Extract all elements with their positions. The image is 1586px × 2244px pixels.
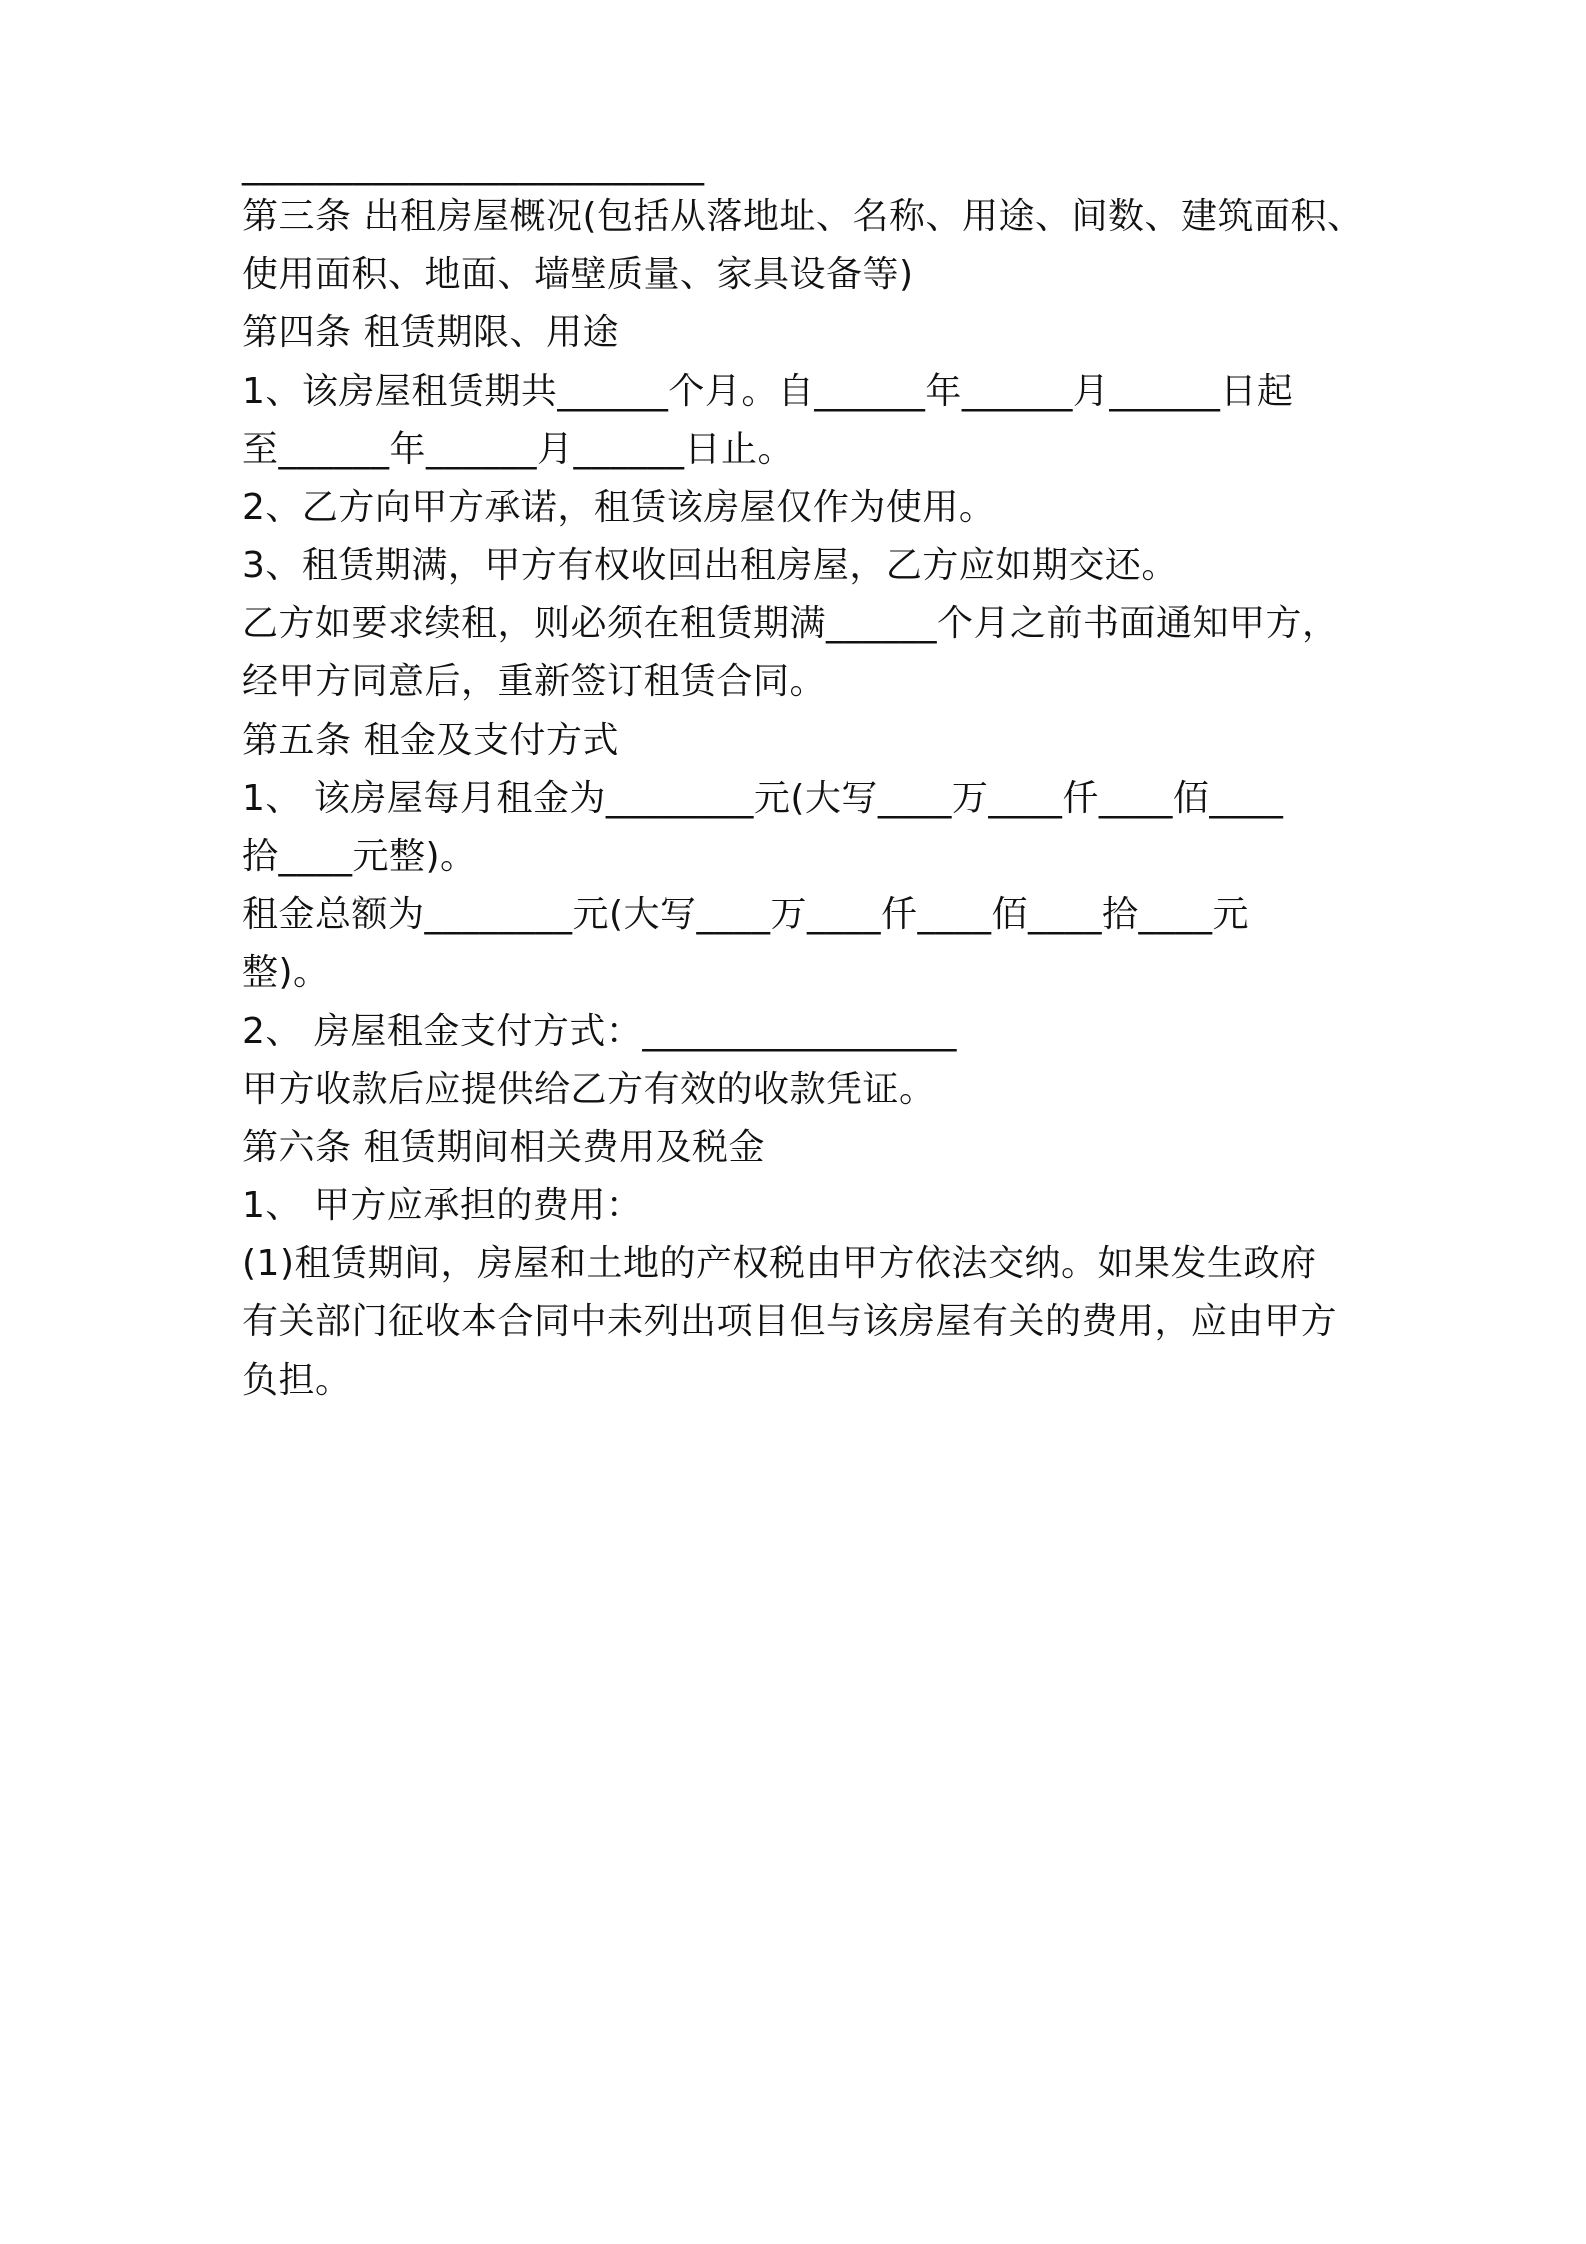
article-6-item-1-end: 负担。 [242,1360,352,1401]
article-4-clause-1: 1、该房屋租赁期共______个月。自______年______月______日起 [242,371,1294,412]
renewal-notice-line: 乙方如要求续租，则必须在租赁期满______个月之前书面通知甲方， [242,603,1339,644]
receipt-line: 甲方收款后应提供给乙方有效的收款凭证。 [242,1069,936,1110]
article-4-heading: 第四条 租赁期限、用途 [242,312,619,353]
article-4-clause-2: 2、乙方向甲方承诺，租赁该房屋仅作为使用。 [242,487,996,528]
article-4-clause-1-continuation: 至______年______月______日止。 [242,429,795,470]
total-rent-continuation: 整)。 [242,952,330,993]
article-4-clause-3: 3、租赁期满，甲方有权收回出租房屋，乙方应如期交还。 [242,545,1178,586]
article-6-item-1: (1)租赁期间，房屋和土地的产权税由甲方依法交纳。如果发生政府 [242,1243,1317,1284]
article-6-item-1-continuation: 有关部门征收本合同中未列出项目但与该房屋有关的费用，应由甲方 [242,1301,1338,1342]
article-5-clause-1-continuation: 拾____元整)。 [242,836,477,877]
article-3-continuation: 使用面积、地面、墙壁质量、家具设备等) [242,254,914,295]
article-6-clause-1: 1、 甲方应承担的费用： [242,1185,643,1226]
article-6-heading: 第六条 租赁期间相关费用及税金 [242,1127,765,1168]
total-rent-line: 租金总额为________元(大写____万____仟____佰____拾____元 [242,894,1250,935]
article-5-clause-2: 2、 房屋租金支付方式：_________________ [242,1011,957,1052]
article-5-heading: 第五条 租金及支付方式 [242,720,619,761]
blank-underline: _________________________ [242,145,705,186]
article-3-heading: 第三条 出租房屋概况(包括从落地址、名称、用途、间数、建筑面积、 [242,196,1364,237]
article-5-clause-1: 1、 该房屋每月租金为________元(大写____万____仟____佰____ [242,778,1284,819]
renewal-notice-continuation: 经甲方同意后，重新签订租赁合同。 [242,661,827,702]
